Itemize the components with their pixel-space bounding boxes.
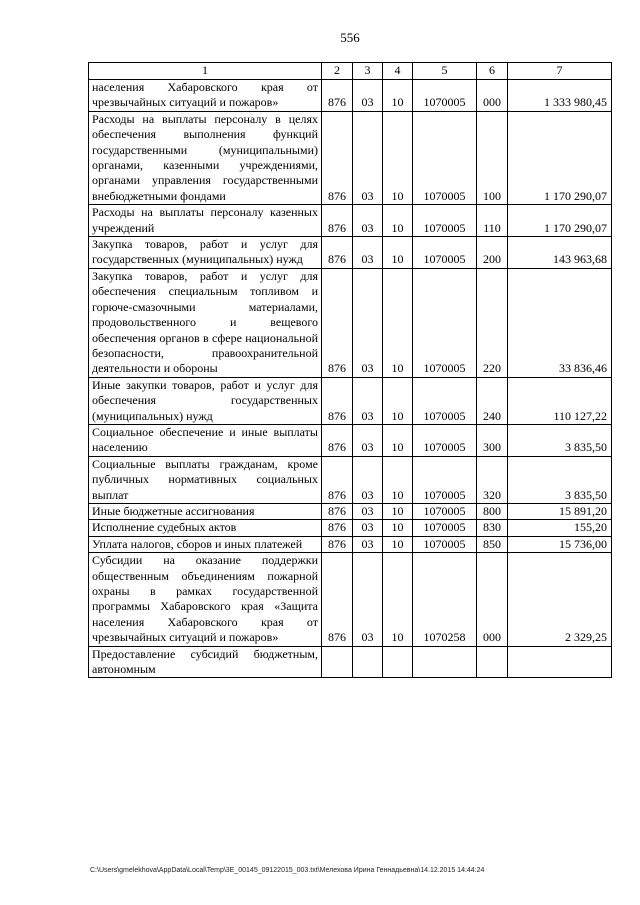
file-path-footer: C:\Users\gmelekhova\AppData\Local\Temp\3E_00145_09122015_003.txt\Мелехова Ирина Геннадьевна\14.12.2015 14:44:24 <box>90 867 485 874</box>
table-row <box>89 536 612 552</box>
row-c7: 1 333 980,45 <box>508 80 612 112</box>
table-row <box>89 520 612 536</box>
row-c5: 1070005 <box>413 536 477 552</box>
row-name: населения Хабаровского края от чрезвычайных ситуаций и пожаров» <box>89 80 322 112</box>
row-c6: 110 <box>477 205 508 237</box>
row-c4: 10 <box>383 377 413 424</box>
header-col-6: 6 <box>477 63 508 80</box>
table-row <box>89 503 612 519</box>
row-c4: 10 <box>383 503 413 519</box>
row-c4: 10 <box>383 456 413 503</box>
row-c5: 1070005 <box>413 205 477 237</box>
row-name: Предоставление субсидий бюджетным, автономным <box>89 646 322 678</box>
row-c2: 876 <box>322 456 353 503</box>
row-name: Расходы на выплаты персоналу в целях обеспечения выполнения функций государственными (муниципальными) органами, казенными учреждениями, органами управления государственными внебюджетными фондами <box>89 111 322 204</box>
page-number: 556 <box>340 30 360 45</box>
row-c6: 100 <box>477 111 508 204</box>
row-c5: 1070258 <box>413 553 477 646</box>
row-name: Исполнение судебных актов <box>89 520 322 536</box>
row-c2: 876 <box>322 536 353 552</box>
row-c3: 03 <box>353 80 383 112</box>
row-c4: 10 <box>383 520 413 536</box>
row-c2: 876 <box>322 520 353 536</box>
row-c7: 15 736,00 <box>508 536 612 552</box>
row-c3: 03 <box>353 424 383 456</box>
row-name: Иные закупки товаров, работ и услуг для обеспечения государственных (муниципальных) нужд <box>89 377 322 424</box>
budget-table <box>88 62 612 678</box>
row-c3: 03 <box>353 205 383 237</box>
row-c2: 876 <box>322 268 353 377</box>
row-c5: 1070005 <box>413 237 477 269</box>
header-col-4: 4 <box>383 63 413 80</box>
row-c3: 03 <box>353 111 383 204</box>
row-c2: 876 <box>322 237 353 269</box>
row-c6: 000 <box>477 80 508 112</box>
header-col-2: 2 <box>322 63 353 80</box>
row-c2: 876 <box>322 205 353 237</box>
row-c7: 1 170 290,07 <box>508 111 612 204</box>
row-name: Закупка товаров, работ и услуг для обеспечения специальным топливом и горюче-смазочными материалами, продовольственного и вещевого обеспечения органов в сфере национальной безопасности, правоохранительной деятельности и обороны <box>89 268 322 377</box>
row-c4: 10 <box>383 80 413 112</box>
row-name: Иные бюджетные ассигнования <box>89 503 322 519</box>
row-c5: 1070005 <box>413 111 477 204</box>
row-c5: 1070005 <box>413 520 477 536</box>
row-c6: 830 <box>477 520 508 536</box>
row-c4: 10 <box>383 553 413 646</box>
row-c7: 155,20 <box>508 520 612 536</box>
row-c7: 33 836,46 <box>508 268 612 377</box>
table-row <box>89 268 612 377</box>
row-c3: 03 <box>353 553 383 646</box>
row-c5: 1070005 <box>413 80 477 112</box>
row-c5 <box>413 646 477 678</box>
row-c6: 320 <box>477 456 508 503</box>
header-col-1: 1 <box>89 63 322 80</box>
table-row <box>89 377 612 424</box>
header-col-5: 5 <box>413 63 477 80</box>
row-c3: 03 <box>353 503 383 519</box>
row-c3 <box>353 646 383 678</box>
row-c4: 10 <box>383 268 413 377</box>
row-c7: 1 170 290,07 <box>508 205 612 237</box>
row-c4: 10 <box>383 111 413 204</box>
row-c5: 1070005 <box>413 268 477 377</box>
row-c2: 876 <box>322 503 353 519</box>
row-c3: 03 <box>353 268 383 377</box>
row-c7: 15 891,20 <box>508 503 612 519</box>
row-c2: 876 <box>322 80 353 112</box>
row-c4 <box>383 646 413 678</box>
row-c7: 2 329,25 <box>508 553 612 646</box>
row-c2: 876 <box>322 424 353 456</box>
row-c7: 3 835,50 <box>508 456 612 503</box>
row-c4: 10 <box>383 205 413 237</box>
row-c7: 143 963,68 <box>508 237 612 269</box>
table-row <box>89 424 612 456</box>
table-row <box>89 111 612 204</box>
table-row <box>89 456 612 503</box>
table-row <box>89 237 612 269</box>
row-c6: 000 <box>477 553 508 646</box>
header-col-3: 3 <box>353 63 383 80</box>
row-c4: 10 <box>383 424 413 456</box>
row-c3: 03 <box>353 536 383 552</box>
row-c5: 1070005 <box>413 456 477 503</box>
row-c6 <box>477 646 508 678</box>
row-c7: 110 127,22 <box>508 377 612 424</box>
row-name: Социальное обеспечение и иные выплаты населению <box>89 424 322 456</box>
row-c4: 10 <box>383 536 413 552</box>
row-c6: 200 <box>477 237 508 269</box>
table-row <box>89 80 612 112</box>
row-c6: 850 <box>477 536 508 552</box>
row-c3: 03 <box>353 456 383 503</box>
row-name: Расходы на выплаты персоналу казенных учреждений <box>89 205 322 237</box>
row-c2: 876 <box>322 111 353 204</box>
row-c6: 240 <box>477 377 508 424</box>
row-c2: 876 <box>322 553 353 646</box>
table-row <box>89 646 612 678</box>
row-name: Социальные выплаты гражданам, кроме публичных нормативных социальных выплат <box>89 456 322 503</box>
row-c3: 03 <box>353 237 383 269</box>
row-c3: 03 <box>353 520 383 536</box>
table-row <box>89 553 612 646</box>
row-name: Субсидии на оказание поддержки общественным объединениям пожарной охраны в рамках государственной программы Хабаровского края «Защита населения Хабаровского края от чрезвычайных ситуаций и пожаров» <box>89 553 322 646</box>
row-name: Уплата налогов, сборов и иных платежей <box>89 536 322 552</box>
row-c5: 1070005 <box>413 377 477 424</box>
table-header-row <box>89 63 612 80</box>
row-c6: 300 <box>477 424 508 456</box>
row-c6: 800 <box>477 503 508 519</box>
row-c3: 03 <box>353 377 383 424</box>
row-name: Закупка товаров, работ и услуг для государственных (муниципальных) нужд <box>89 237 322 269</box>
header-col-7: 7 <box>508 63 612 80</box>
row-c5: 1070005 <box>413 424 477 456</box>
row-c2 <box>322 646 353 678</box>
row-c4: 10 <box>383 237 413 269</box>
table-row <box>89 205 612 237</box>
row-c6: 220 <box>477 268 508 377</box>
row-c5: 1070005 <box>413 503 477 519</box>
row-c7: 3 835,50 <box>508 424 612 456</box>
row-c7 <box>508 646 612 678</box>
row-c2: 876 <box>322 377 353 424</box>
